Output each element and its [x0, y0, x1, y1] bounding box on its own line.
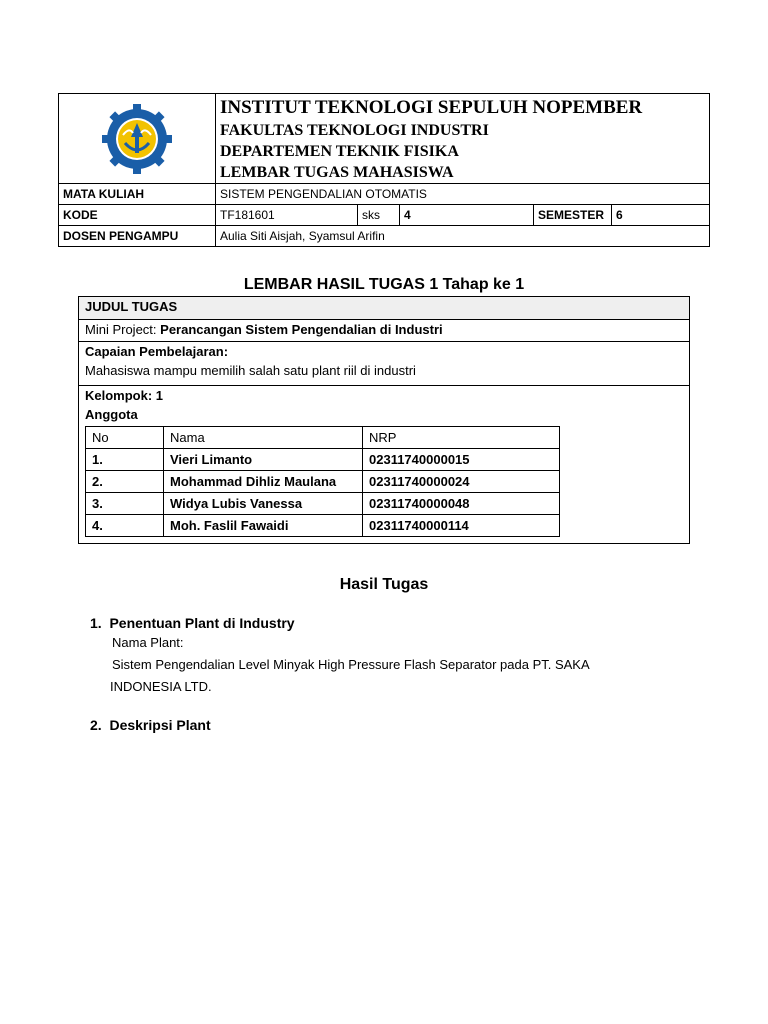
mata-kuliah-row [59, 184, 709, 205]
hasil-tugas-title: Hasil Tugas [339, 576, 429, 593]
judul-tugas-row: JUDUL TUGAS [79, 297, 689, 320]
faculty-name: FAKULTAS TEKNOLOGI INDUSTRI [220, 122, 489, 139]
kode-value: TF181601 [216, 205, 358, 225]
item2-title: 2. Deskripsi Plant [90, 717, 211, 733]
member-nrp: 02311740000048 [363, 493, 560, 515]
member-nrp: 02311740000024 [363, 471, 560, 493]
table-row [86, 449, 560, 471]
table-row [86, 515, 560, 537]
member-nrp: 02311740000114 [363, 515, 560, 537]
members-header-row [86, 427, 560, 449]
capaian-label: Capaian Pembelajaran: [85, 344, 229, 359]
member-no: 3. [86, 493, 164, 515]
member-nama: Mohammad Dihliz Maulana [164, 471, 363, 493]
sheet-name: LEMBAR TUGAS MAHASISWA [220, 164, 454, 181]
tugas-table [78, 296, 690, 544]
header-titles [216, 94, 709, 183]
capaian-value: Mahasiswa mampu memilih salah satu plant riil di industri [85, 363, 416, 378]
table-row [86, 493, 560, 515]
anggota-label: Anggota [85, 407, 138, 422]
header-top [59, 94, 709, 184]
member-no: 2. [86, 471, 164, 493]
member-nrp: 02311740000015 [363, 449, 560, 471]
mini-project-row [79, 320, 689, 342]
sks-value: 4 [400, 205, 534, 225]
dosen-label: DOSEN PENGAMPU [59, 226, 216, 246]
member-nama: Vieri Limanto [164, 449, 363, 471]
kelompok-label: Kelompok: 1 [85, 388, 164, 403]
semester-label: SEMESTER [534, 205, 612, 225]
its-logo-icon [102, 104, 172, 174]
dosen-value: Aulia Siti Aisjah, Syamsul Arifin [220, 229, 385, 243]
item1-title: 1. Penentuan Plant di Industry [90, 615, 295, 631]
kode-row [59, 205, 709, 226]
nama-plant-line2: INDONESIA LTD. [110, 679, 212, 694]
semester-value: 6 [616, 208, 623, 222]
dosen-row [59, 226, 709, 246]
mata-kuliah-value: SISTEM PENGENDALIAN OTOMATIS [220, 187, 427, 201]
lembar-title: LEMBAR HASIL TUGAS 1 Tahap ke 1 [243, 276, 525, 293]
department-name: DEPARTEMEN TEKNIK FISIKA [220, 143, 459, 160]
sks-label: sks [358, 205, 400, 225]
nama-plant-label: Nama Plant: [112, 635, 184, 650]
header-table [58, 93, 710, 247]
institute-name: INSTITUT TEKNOLOGI SEPULUH NOPEMBER [220, 97, 643, 118]
col-nama-header: Nama [164, 427, 363, 449]
table-row [86, 471, 560, 493]
col-no-header: No [86, 427, 164, 449]
col-nrp-header: NRP [363, 427, 560, 449]
members-table [85, 426, 560, 537]
item1-section [90, 615, 590, 698]
capaian-row [79, 342, 689, 386]
nama-plant-line1: Sistem Pengendalian Level Minyak High Pressure Flash Separator pada PT. SAKA [112, 657, 590, 672]
kode-label: KODE [59, 205, 216, 225]
mini-project-value: Perancangan Sistem Pengendalian di Industri [160, 322, 443, 337]
mini-project-prefix: Mini Project: [85, 322, 157, 337]
logo-cell [59, 94, 216, 183]
kelompok-row [79, 386, 689, 543]
member-no: 1. [86, 449, 164, 471]
member-nama: Widya Lubis Vanessa [164, 493, 363, 515]
item2-section [90, 717, 211, 733]
member-no: 4. [86, 515, 164, 537]
member-nama: Moh. Faslil Fawaidi [164, 515, 363, 537]
mata-kuliah-label: MATA KULIAH [59, 184, 216, 204]
